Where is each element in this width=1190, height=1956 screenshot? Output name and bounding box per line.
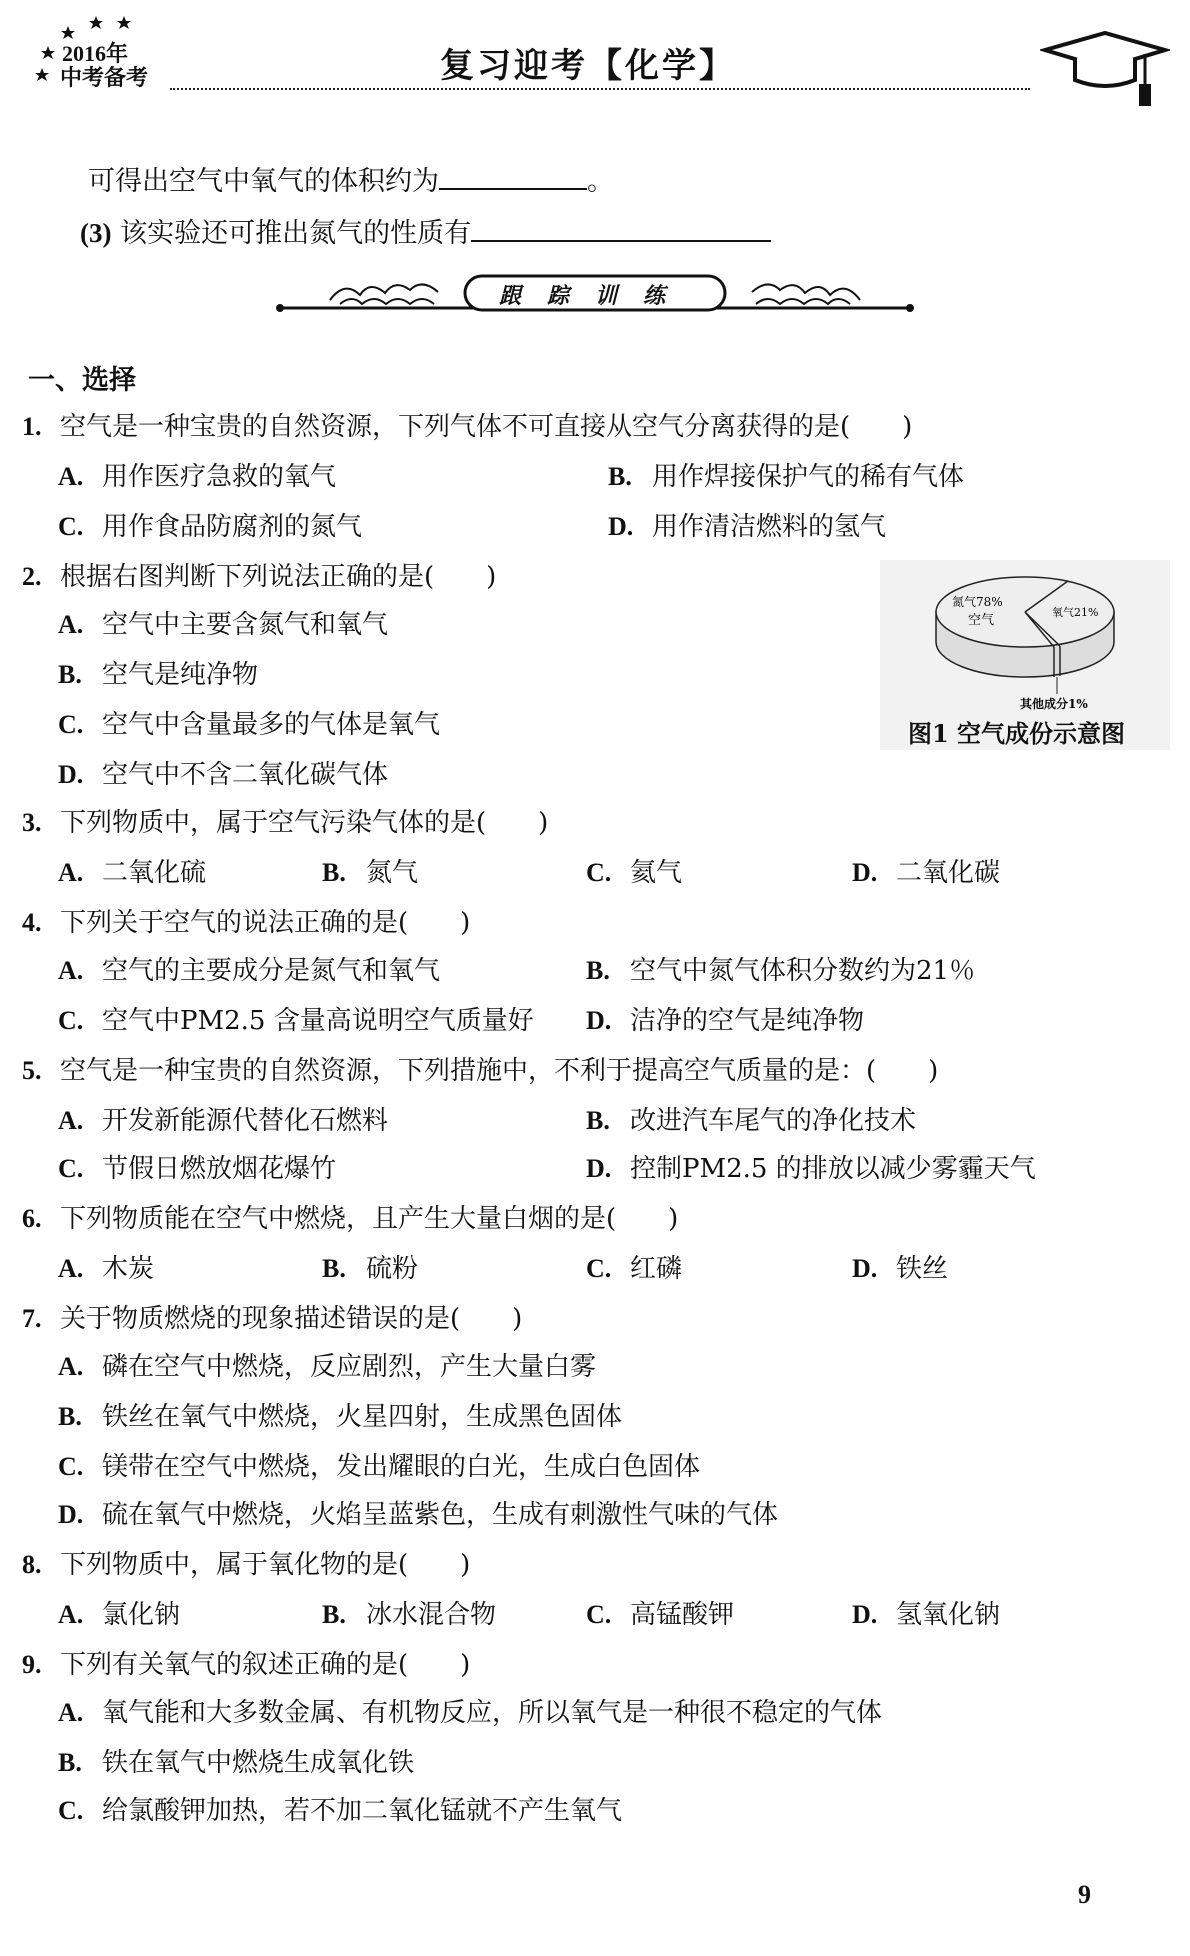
question-stem: 5. 空气是一种宝贵的自然资源，下列措施中，不利于提高空气质量的是：( )	[22, 1056, 939, 1086]
option[interactable]: D. 氢氧化钠	[852, 1600, 1001, 1630]
option[interactable]: C. 用作食品防腐剂的氮气	[58, 512, 363, 542]
option[interactable]: A. 氧气能和大多数金属、有机物反应，所以氧气是一种很不稳定的气体	[58, 1698, 883, 1728]
air-label: 空气	[968, 613, 995, 628]
option[interactable]: C. 红磷	[586, 1254, 683, 1284]
option[interactable]: B. 改进汽车尾气的净化技术	[586, 1106, 917, 1136]
question-stem: 8. 下列物质中，属于氧化物的是( )	[22, 1550, 471, 1580]
option[interactable]: B. 氮气	[322, 858, 419, 888]
option[interactable]: D. 二氧化碳	[852, 858, 1001, 888]
option[interactable]: D. 洁净的空气是纯净物	[586, 1006, 865, 1036]
question-stem: 1. 空气是一种宝贵的自然资源，下列气体不可直接从空气分离获得的是( )	[22, 412, 913, 442]
option[interactable]: B. 用作焊接保护气的稀有气体	[608, 462, 965, 492]
question-stem: 6. 下列物质能在空气中燃烧，且产生大量白烟的是( )	[22, 1204, 679, 1234]
option[interactable]: B. 空气是纯净物	[58, 660, 259, 690]
section-title: 一、选择	[28, 365, 136, 396]
option[interactable]: C. 空气中PM2.5 含量高说明空气质量好	[58, 1006, 534, 1036]
page-number: 9	[1078, 1880, 1091, 1909]
option[interactable]: D. 空气中不含二氧化碳气体	[58, 760, 389, 790]
option[interactable]: B. 铁在氧气中燃烧生成氧化铁	[58, 1748, 415, 1778]
answer-blank[interactable]	[439, 162, 587, 190]
option[interactable]: C. 节假日燃放烟花爆竹	[58, 1154, 337, 1184]
figure-caption: 图1 空气成份示意图	[908, 719, 1126, 748]
question-stem: 4. 下列关于空气的说法正确的是( )	[22, 908, 471, 938]
option[interactable]: B. 空气中氮气体积分数约为21％	[586, 956, 976, 986]
option[interactable]: D. 控制PM2.5 的排放以减少雾霾天气	[586, 1154, 1036, 1184]
question-stem: 7. 关于物质燃烧的现象描述错误的是( )	[22, 1304, 523, 1334]
nitrogen-label: 氮气78%	[952, 595, 1003, 609]
option[interactable]: C. 氦气	[586, 858, 683, 888]
option[interactable]: A. 氯化钠	[58, 1600, 181, 1630]
option[interactable]: A. 磷在空气中燃烧，反应剧烈，产生大量白雾	[58, 1352, 597, 1382]
header-divider	[170, 88, 1030, 90]
intro-line-1: 可得出空气中氧气的体积约为 。	[88, 162, 614, 199]
option[interactable]: A. 木炭	[58, 1254, 155, 1284]
header-exam-label: 中考备考	[60, 65, 149, 91]
option[interactable]: D. 铁丝	[852, 1254, 949, 1284]
option[interactable]: C. 给氯酸钾加热，若不加二氧化锰就不产生氧气	[58, 1796, 623, 1826]
option[interactable]: D. 用作清洁燃料的氢气	[608, 512, 887, 542]
option[interactable]: A. 空气中主要含氮气和氧气	[58, 610, 389, 640]
graduation-cap-icon	[1040, 28, 1170, 108]
page-title: 复习迎考【化学】	[440, 46, 736, 86]
other-label: 其他成分1%	[1020, 697, 1088, 711]
option[interactable]: C. 高锰酸钾	[586, 1600, 735, 1630]
option[interactable]: B. 硫粉	[322, 1254, 419, 1284]
option[interactable]: A. 二氧化硫	[58, 858, 207, 888]
oxygen-label: 氧气21%	[1052, 606, 1099, 619]
option[interactable]: D. 硫在氧气中燃烧，火焰呈蓝紫色，生成有刺激性气味的气体	[58, 1500, 779, 1530]
option[interactable]: A. 开发新能源代替化石燃料	[58, 1106, 389, 1136]
option[interactable]: C. 镁带在空气中燃烧，发出耀眼的白光，生成白色固体	[58, 1452, 701, 1482]
answer-blank[interactable]	[471, 214, 771, 242]
question-stem: 3. 下列物质中，属于空气污染气体的是( )	[22, 808, 549, 838]
intro-line-2: (3) 该实验还可推出氮气的性质有	[80, 214, 771, 251]
option[interactable]: B. 冰水混合物	[322, 1600, 497, 1630]
option[interactable]: A. 用作医疗急救的氧气	[58, 462, 337, 492]
question-stem: 2. 根据右图判断下列说法正确的是( )	[22, 562, 497, 592]
option[interactable]: B. 铁丝在氧气中燃烧，火星四射，生成黑色固体	[58, 1402, 623, 1432]
option[interactable]: A. 空气的主要成分是氮气和氧气	[58, 956, 441, 986]
option[interactable]: C. 空气中含量最多的气体是氧气	[58, 710, 441, 740]
banner-label: 跟踪训练	[498, 283, 691, 309]
header-year: 2016年	[62, 41, 129, 66]
question-stem: 9. 下列有关氧气的叙述正确的是( )	[22, 1650, 471, 1680]
